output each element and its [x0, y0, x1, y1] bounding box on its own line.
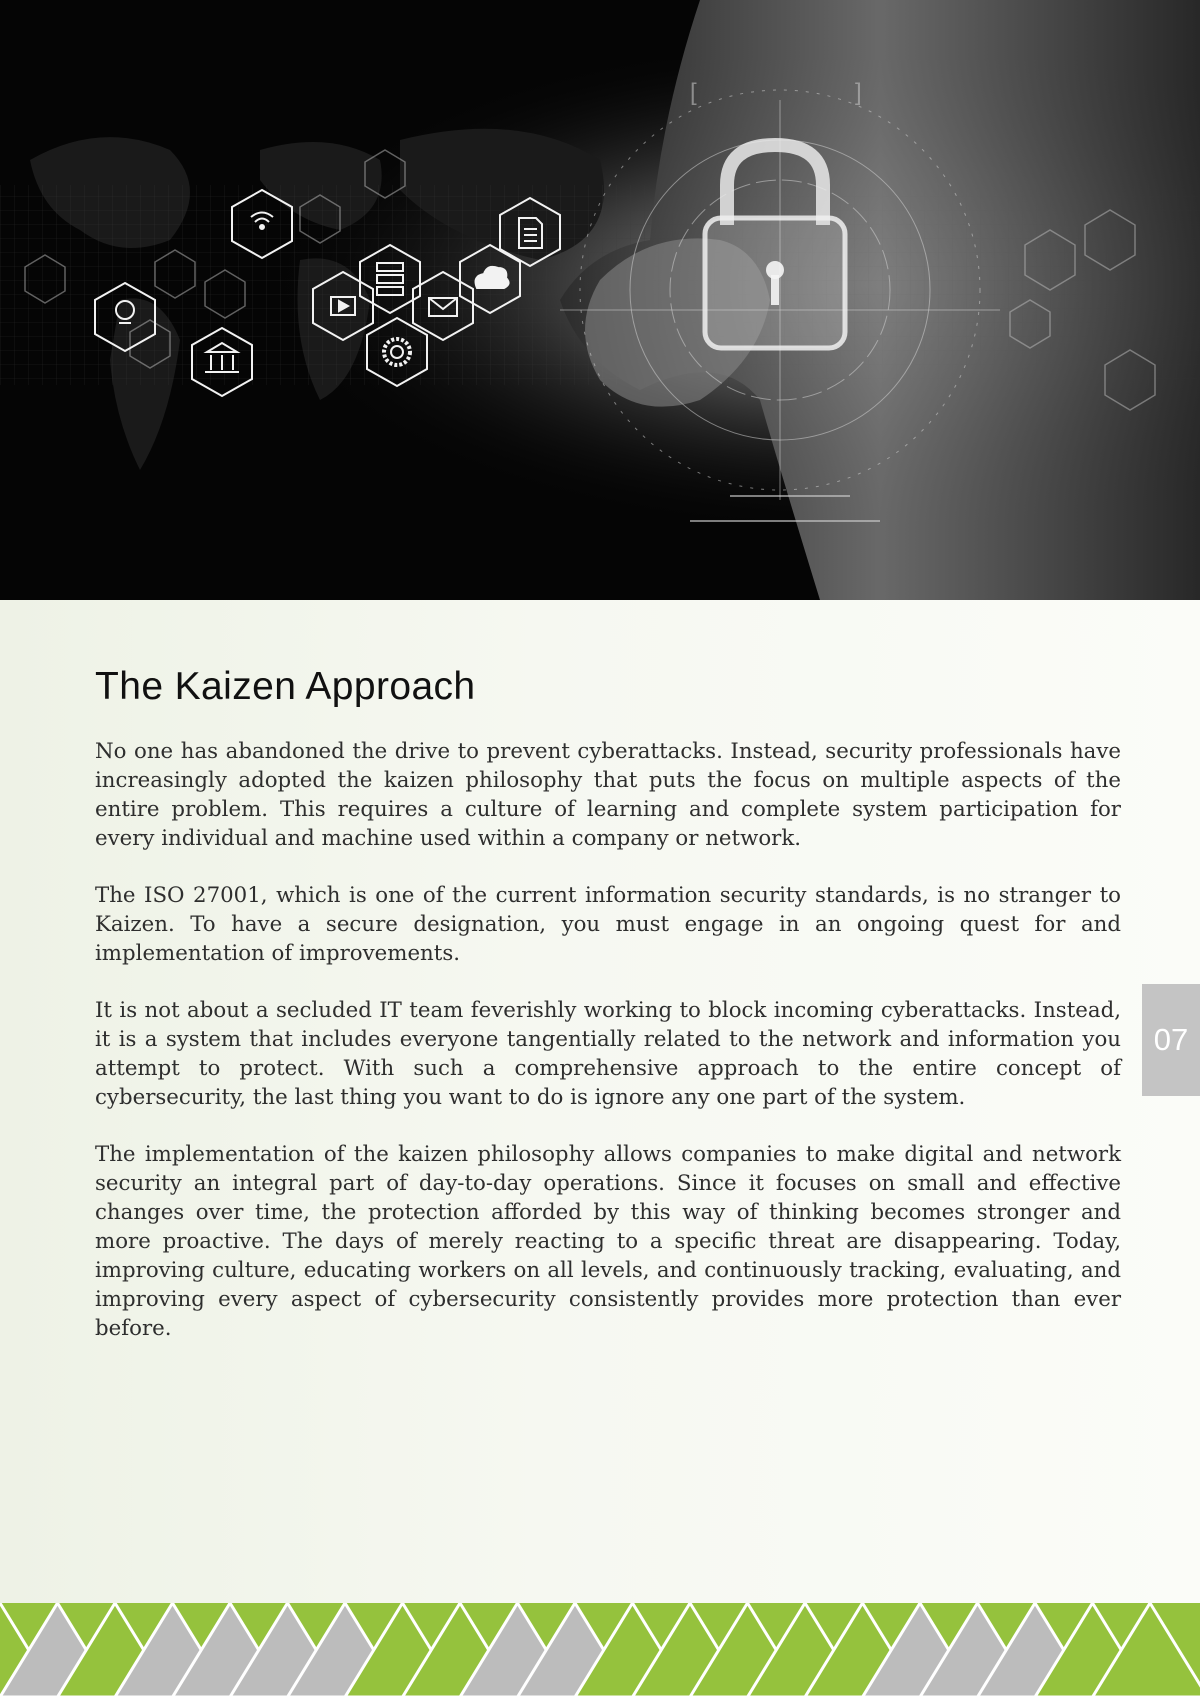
article-body: [95, 665, 1121, 1371]
paragraph-2: The ISO 27001, which is one of the current information security standards, is no stranger to Kaizen. To have a secure designation, you must engage in an ongoing quest for and implementation of improvements.: [95, 883, 1121, 966]
footer-triangle-band: [0, 1603, 1200, 1697]
page-number-tab: [1142, 984, 1200, 1096]
page-title: The Kaizen Approach: [95, 665, 476, 708]
hero-image: [0, 0, 1200, 600]
paragraph-1: No one has abandoned the drive to prevent cyberattacks. Instead, security professionals have increasingly adopted the kaizen philosophy that puts the focus on multiple aspects of the entire problem. This requires a culture of learning and complete system participation for every individual and machine used within a company or network.: [95, 739, 1121, 851]
paragraph-4: The implementation of the kaizen philosophy allows companies to make digital and network security an integral part of day-to-day operations. Since it focuses on small and effective changes over time, the protection afforded by this way of thinking becomes stronger and more proactive. The days of merely reacting to a specific threat are disappearing. Today, improving culture, educating workers on all levels, and continuously tracking, evaluating, and improving every aspect of cybersecurity consistently provides more protection than ever before.: [95, 1142, 1121, 1341]
paragraph-3: It is not about a secluded IT team feverishly working to block incoming cyberattacks. Instead, it is a system that includes everyone tangentially related to the network and information you attempt to protect. With such a comprehensive approach to the entire concept of cybersecurity, the last thing you want to do is ignore any one part of the system.: [95, 998, 1121, 1110]
svg-text:]: ]: [855, 79, 862, 106]
page-number: 07: [1153, 1022, 1189, 1057]
svg-text:[: [: [690, 79, 697, 106]
